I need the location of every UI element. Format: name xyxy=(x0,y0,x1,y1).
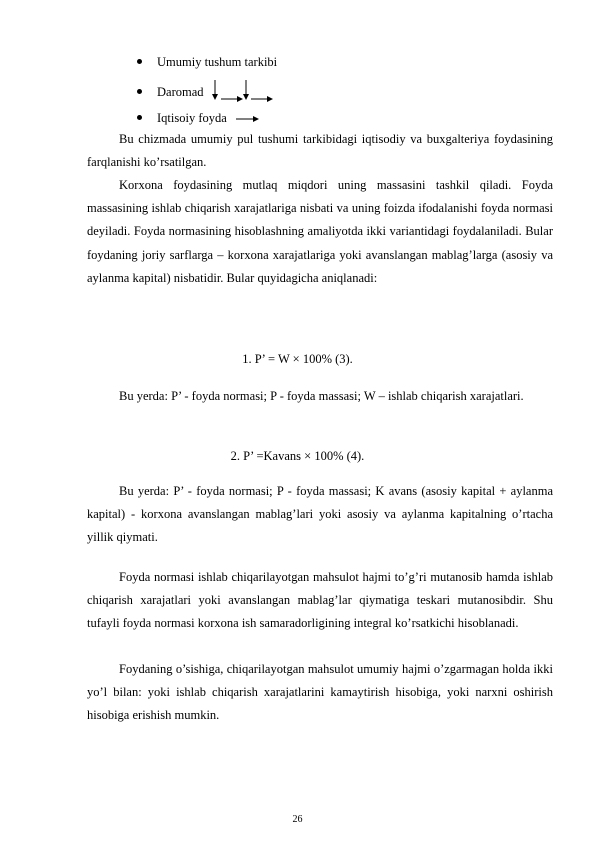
bullet-text: Daromad xyxy=(157,85,204,99)
paragraph-text: Foyda normasi ishlab chiqarilayotgan mahsulot hajmi to’g’ri mutanosib hamda ishlab chiqarish xarajatlari yoki avanslangan mablag’lar qiymatiga teskari mutanosibdir. Shu tufayli foyda normasi korxona ish samaradorligining integral ko’rsatkichi hisoblanadi. xyxy=(87,570,553,631)
foyda-arrow-icon xyxy=(236,112,262,124)
page-number: 26 xyxy=(292,814,303,825)
bullet-text: Umumiy tushum tarkibi xyxy=(157,55,278,69)
paragraph-text: Korxona foydasining mutlaq miqdori uning massasini tashkil qiladi. Foyda massasining ishlab chiqarish xarajatlariga nisbati va uning foizda ifodalanishi foyda normasi deyiladi. Foyda normasining hisoblashning amaliyotda ikki variantidagi foydalaniladi. Bular foydaning joriy sarflarga – korxona xarajatlariga yoki avanslangan mablag’larga (asosiy va aylanma kapital) nisbatidir. Bular quyidagicha aniqlanadi: xyxy=(87,178,553,285)
daromad-arrows-icon xyxy=(206,80,276,104)
bullet-dot-icon xyxy=(137,59,142,64)
paragraph xyxy=(87,385,553,408)
paragraph xyxy=(87,174,553,290)
paragraph xyxy=(87,128,553,174)
paragraph xyxy=(87,480,553,550)
paragraph-text: Bu yerda: P’ - foyda normasi; P - foyda massasi; W – ishlab chiqarish xarajatlari. xyxy=(119,389,524,403)
paragraph xyxy=(87,658,553,728)
bullet-text: Iqtisoiy foyda xyxy=(157,111,227,125)
bullet-dot-icon xyxy=(137,115,142,120)
formula: 1. P’ = W × 100% (3). xyxy=(242,352,353,366)
paragraph-text: Bu yerda: P’ - foyda normasi; P - foyda massasi; K avans (asosiy kapital + aylanma kapital) - korxona avanslangan mablag’lari yoki asosiy va aylanma kapitalning o’rtacha yillik qiymati. xyxy=(87,484,553,545)
bullet-dot-icon xyxy=(137,89,142,94)
paragraph-text: Foydaning o’sishiga, chiqarilayotgan mahsulot umumiy hajmi o’zgarmagan holda ikki yo’l bilan: yoki ishlab chiqarish xarajatlarini kamaytirish hisobiga, yoki narxni oshirish hisobiga erishish mumkin. xyxy=(87,662,553,723)
paragraph-text: Bu chizmada umumiy pul tushumi tarkibidagi iqtisodiy va buxgalteriya foydasining farqlanishi ko’rsatilgan. xyxy=(87,132,553,170)
formula: 2. P’ =Kavans × 100% (4). xyxy=(230,449,365,463)
paragraph xyxy=(87,566,553,636)
